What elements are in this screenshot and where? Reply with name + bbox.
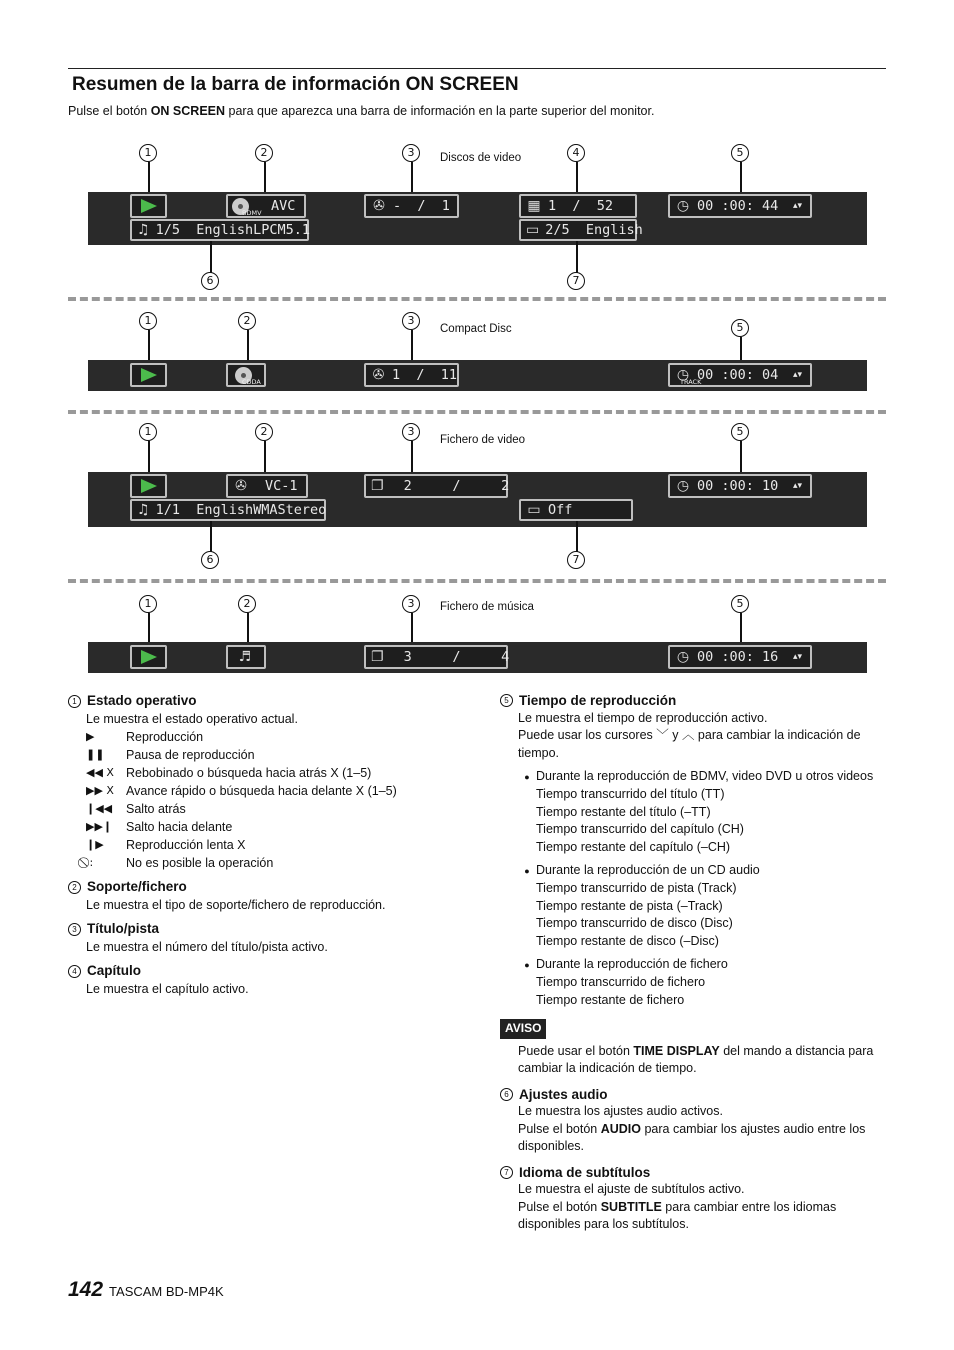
section-number: 5 <box>500 694 513 707</box>
right-column <box>500 692 886 1234</box>
callout-2: 2 <box>255 423 273 441</box>
media-box <box>226 194 306 218</box>
clock-icon: ◷ <box>676 367 690 383</box>
section-number: 4 <box>68 965 81 978</box>
callout-4: 4 <box>567 144 585 162</box>
section-number: 1 <box>68 695 81 708</box>
callout-5: 5 <box>731 144 749 162</box>
section-desc: Le muestra el número del título/pista activo. <box>86 940 328 954</box>
section-desc: Le muestra el ajuste de subtítulos activo. <box>518 1182 745 1196</box>
divider <box>68 410 886 414</box>
status-legend <box>86 728 468 872</box>
list-item: Tiempo restante del capítulo (–CH) <box>536 839 731 854</box>
leader-line <box>576 521 578 553</box>
audio-box <box>130 499 326 521</box>
section-heading <box>500 1164 886 1182</box>
top-rule <box>68 68 886 69</box>
list-item: Tiempo transcurrido del capítulo (CH) <box>536 822 744 836</box>
subtitle-icon: ▭ <box>527 502 541 518</box>
title-track-value: 2 / 2 <box>403 478 510 494</box>
time-tag: TRACK <box>680 378 702 386</box>
legend-row <box>86 800 468 818</box>
callout-3: 3 <box>402 595 420 613</box>
section-number: 6 <box>500 1088 513 1101</box>
bullet-item <box>518 768 886 786</box>
title-track-value: - / 1 <box>393 198 450 214</box>
bullet-text: Durante la reproducción de un CD audio <box>536 863 760 877</box>
legend-symbol: ❙▶ <box>86 838 104 851</box>
leader-line <box>210 241 212 273</box>
bullet-dot-icon: ● <box>524 960 530 970</box>
section-number: 3 <box>68 923 81 936</box>
bullet-text: Durante la reproducción de fichero <box>536 957 728 971</box>
panel-caption: Fichero de video <box>440 434 526 446</box>
up-down-arrows-icon[interactable]: ▴▾ <box>792 370 802 380</box>
list-item: Tiempo restante de fichero <box>536 992 685 1007</box>
film-reel-icon: ✇ <box>372 367 385 383</box>
music-note-icon: ♬ <box>238 649 252 665</box>
status-box <box>130 363 167 387</box>
media-box <box>226 645 266 669</box>
legend-text: Salto hacia delante <box>126 820 233 834</box>
section-title: Tiempo de reproducción <box>519 693 677 708</box>
legend-symbol: ▶ <box>86 730 95 743</box>
film-reel-icon: ✇ <box>373 198 385 214</box>
callout-5: 5 <box>731 423 749 441</box>
play-icon <box>141 479 157 493</box>
play-icon <box>141 650 157 664</box>
legend-text: Reproducción lenta X <box>126 838 246 852</box>
aviso-label: AVISO <box>500 1019 546 1039</box>
legend-symbol: ❚❚ <box>86 748 105 761</box>
leader-line <box>740 441 742 475</box>
section-heading <box>68 962 468 980</box>
leader-line <box>576 162 578 196</box>
play-icon <box>141 368 157 382</box>
legend-row <box>86 818 468 836</box>
section-heading <box>500 1086 886 1104</box>
legend-text: No es posible la operación <box>126 856 274 870</box>
file-icon: ❐ <box>371 649 384 665</box>
section-desc: Le muestra el tiempo de reproducción activo. <box>518 710 768 725</box>
divider <box>68 297 886 301</box>
file-icon: ❐ <box>371 478 384 494</box>
section-desc: Pulse el botón SUBTITLE para cambiar entre los idiomas disponibles para los subtítulos. <box>518 1199 837 1231</box>
media-tag: BDMV <box>242 209 262 217</box>
section-title: Soporte/fichero <box>87 879 187 894</box>
leader-line <box>210 521 212 553</box>
callout-1: 1 <box>139 312 157 330</box>
audio-icon: ♫ <box>137 502 150 518</box>
time-value: 00 :00: 16 <box>697 649 779 665</box>
panel-caption: Fichero de música <box>440 601 534 613</box>
subtitle-icon: ▭ <box>526 222 540 238</box>
clock-icon: ◷ <box>676 649 690 665</box>
title-track-value: 3 / 4 <box>403 649 510 665</box>
callout-3: 3 <box>402 144 420 162</box>
callout-6: 6 <box>201 551 219 569</box>
section-desc: Le muestra el capítulo activo. <box>86 982 249 996</box>
legend-symbol: ▶▶ X <box>86 784 114 797</box>
time-box <box>668 194 812 218</box>
subtitle-value: Off <box>548 502 573 518</box>
list-item: Tiempo transcurrido de disco (Disc) <box>536 916 733 930</box>
page-number: 142 <box>68 1278 104 1301</box>
time-box <box>668 363 812 387</box>
bullet-dot-icon: ● <box>524 772 530 782</box>
list-item: Tiempo transcurrido de pista (Track) <box>536 881 737 895</box>
callout-1: 1 <box>139 144 157 162</box>
title-track-box <box>364 194 459 218</box>
section-title: Ajustes audio <box>519 1086 608 1102</box>
panel-caption: Compact Disc <box>440 323 512 335</box>
chapter-box <box>519 194 637 218</box>
time-value: 00 :00: 04 <box>697 367 779 383</box>
callout-1: 1 <box>139 423 157 441</box>
time-value: 00 :00: 44 <box>697 198 779 214</box>
chapter-icon: ▦ <box>527 198 541 214</box>
section-title: Título/pista <box>87 921 159 936</box>
subtitle-value: 2/5 English <box>545 222 643 238</box>
up-down-arrows-icon[interactable]: ▴▾ <box>792 652 802 662</box>
audio-value: 1/5 EnglishLPCM5.1 <box>155 222 310 238</box>
leader-line <box>576 241 578 273</box>
leader-line <box>264 441 266 475</box>
brand-label: TASCAM BD-MP4K <box>109 1284 224 1299</box>
legend-row <box>86 836 468 854</box>
time-value: 00 :00: 10 <box>697 478 779 494</box>
callout-6: 6 <box>201 272 219 290</box>
status-box <box>130 645 167 669</box>
title-track-box <box>364 645 508 669</box>
media-value: VC-1 <box>265 478 298 494</box>
aviso-text: Puede usar el botón TIME DISPLAY del mando a distancia para cambiar la indicación de tiempo. <box>518 1043 874 1075</box>
chapter-value: 1 / 52 <box>548 198 614 214</box>
legend-text: Avance rápido o búsqueda hacia delante X (1–5) <box>126 784 397 798</box>
callout-7: 7 <box>567 551 585 569</box>
bullet-list <box>518 862 886 950</box>
legend-text: Pausa de reproducción <box>126 748 255 762</box>
leader-line <box>264 162 266 196</box>
section-desc: Le muestra el estado operativo actual. <box>86 712 298 726</box>
bullet-item <box>518 862 886 880</box>
callout-1: 1 <box>139 595 157 613</box>
media-tag: CDDA <box>242 378 261 386</box>
leader-line <box>148 330 150 364</box>
clock-icon: ◷ <box>676 198 690 214</box>
section-heading <box>68 920 468 938</box>
list-item: Tiempo transcurrido del título (TT) <box>536 787 725 801</box>
intro-text: Pulse el botón ON SCREEN para que aparezca una barra de información en la parte superior del monitor. <box>68 104 655 118</box>
section-title: Estado operativo <box>87 693 197 708</box>
callout-3: 3 <box>402 312 420 330</box>
bullet-text: Durante la reproducción de BDMV, video DVD u otros videos <box>536 769 874 783</box>
time-box <box>668 474 812 498</box>
status-box <box>130 194 167 218</box>
legend-text: Reproducción <box>126 730 204 744</box>
section-desc: Pulse el botón AUDIO para cambiar los ajustes audio entre los disponibles. <box>518 1121 866 1153</box>
legend-row <box>86 854 468 872</box>
leader-line <box>148 162 150 196</box>
time-box <box>668 645 812 669</box>
title-track-box <box>364 474 508 498</box>
section-title: Idioma de subtítulos <box>519 1164 651 1180</box>
callout-7: 7 <box>567 272 585 290</box>
page-footer <box>68 1278 224 1302</box>
legend-symbol: ⃠ : <box>86 856 94 869</box>
subtitle-box <box>519 499 633 521</box>
audio-value: 1/1 EnglishWMAStereo <box>155 502 327 518</box>
subtitle-box <box>519 219 643 241</box>
section-heading <box>500 692 886 710</box>
callout-2: 2 <box>238 312 256 330</box>
media-box <box>226 474 308 498</box>
media-value: AVC <box>271 198 296 214</box>
callout-2: 2 <box>238 595 256 613</box>
section-number: 7 <box>500 1166 513 1179</box>
title-track-box <box>364 363 459 387</box>
panel-caption: Discos de video <box>440 152 522 164</box>
legend-row <box>86 728 468 746</box>
bullet-list <box>518 956 886 1009</box>
section-desc: Puede usar los cursores ﹀ y ︿ para cambiar la indicación de tiempo. <box>518 728 861 760</box>
legend-symbol: ◀◀ X <box>86 766 114 779</box>
up-down-arrows-icon[interactable]: ▴▾ <box>792 201 802 211</box>
legend-text: Salto atrás <box>126 802 186 816</box>
list-item: Tiempo restante del título (–TT) <box>536 804 711 819</box>
bullet-item <box>518 956 886 974</box>
clock-icon: ◷ <box>676 478 690 494</box>
audio-icon: ♫ <box>137 222 150 238</box>
legend-row <box>86 782 468 800</box>
list-item: Tiempo restante de disco (–Disc) <box>536 933 719 948</box>
audio-box <box>130 219 309 241</box>
section-heading <box>68 692 468 710</box>
leader-line <box>247 330 249 364</box>
list-item: Tiempo restante de pista (–Track) <box>536 898 723 913</box>
section-heading <box>68 878 468 896</box>
leader-line <box>740 162 742 196</box>
callout-5: 5 <box>731 595 749 613</box>
callout-3: 3 <box>402 423 420 441</box>
legend-text: Rebobinado o búsqueda hacia atrás X (1–5) <box>126 766 372 780</box>
section-number: 2 <box>68 881 81 894</box>
legend-symbol: ❙◀◀ <box>86 802 113 815</box>
leader-line <box>148 441 150 475</box>
divider <box>68 579 886 583</box>
play-icon <box>141 199 157 213</box>
bullet-list <box>518 768 886 856</box>
bullet-dot-icon: ● <box>524 866 530 876</box>
status-box <box>130 474 167 498</box>
section-title: Capítulo <box>87 963 141 978</box>
title-track-value: 1 / 11 <box>391 367 457 383</box>
section-desc: Le muestra los ajustes audio activos. <box>518 1104 723 1118</box>
up-down-arrows-icon[interactable]: ▴▾ <box>792 481 802 491</box>
legend-row <box>86 746 468 764</box>
leader-line <box>411 441 413 475</box>
page-title: Resumen de la barra de información ON SCREEN <box>72 74 519 95</box>
callout-5: 5 <box>731 319 749 337</box>
leader-line <box>411 162 413 196</box>
callout-2: 2 <box>255 144 273 162</box>
left-column <box>68 692 468 998</box>
section-desc: Le muestra el tipo de soporte/fichero de reproducción. <box>86 898 386 912</box>
legend-symbol: ▶▶❙ <box>86 820 113 833</box>
list-item: Tiempo transcurrido de fichero <box>536 975 706 989</box>
legend-row <box>86 764 468 782</box>
film-reel-icon: ✇ <box>235 478 247 494</box>
leader-line <box>411 330 413 364</box>
media-box <box>226 363 266 387</box>
